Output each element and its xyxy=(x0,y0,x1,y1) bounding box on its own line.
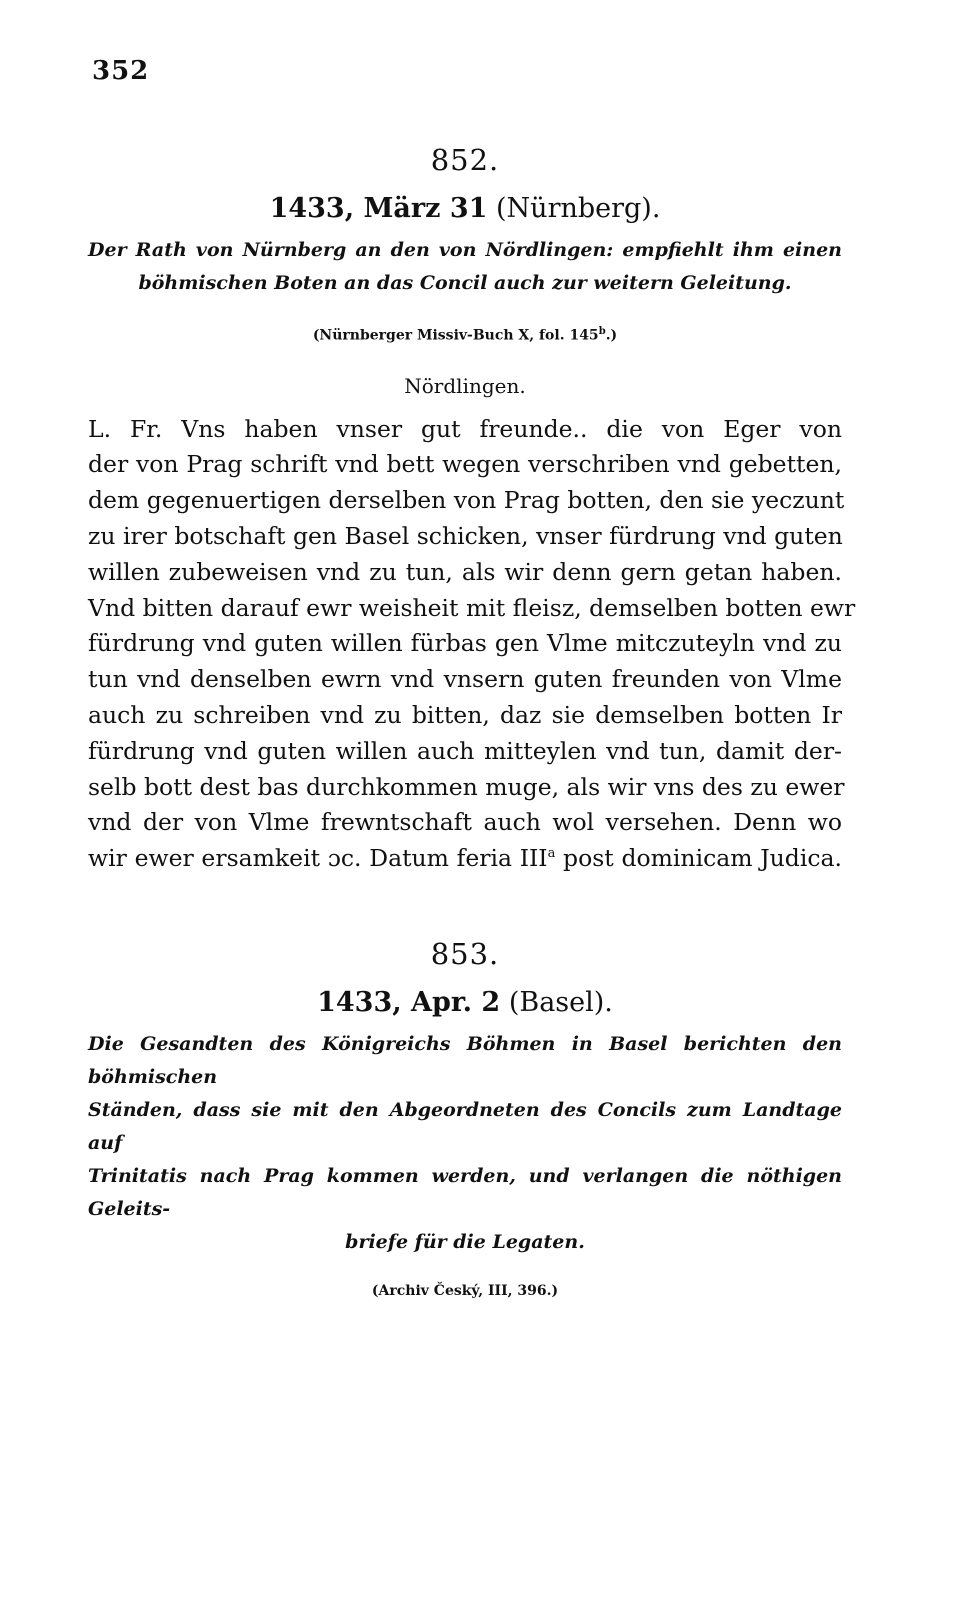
entry-number: 852. xyxy=(430,143,500,177)
source-superscript: b xyxy=(598,326,606,337)
entry-summary xyxy=(88,234,842,300)
entry-place: (Basel). xyxy=(508,987,613,1018)
source-text: (Archiv Český, III, 396.) xyxy=(371,1283,559,1299)
summary-line: Trinitatis nach Prag kommen werden, und verlangen die nöthigen Geleits- xyxy=(88,1165,842,1220)
body-line: fürdrung vnd guten willen auch mitteylen vnd tun, damit der- xyxy=(88,736,842,765)
entry-summary xyxy=(88,1028,842,1259)
body-last-text-end: post dominicam Judica. xyxy=(555,844,843,873)
body-superscript: a xyxy=(547,846,556,862)
body-line: auch zu schreiben vnd zu bitten, daz sie demselben botten Ir xyxy=(88,701,842,730)
entry-852 xyxy=(88,142,856,877)
entry-date xyxy=(88,190,842,228)
summary-line: Ständen, dass sie mit den Abgeordneten des Concils zum Landtage auf xyxy=(88,1099,842,1154)
body-line: dem gegenuertigen derselben von Prag botten, den sie yeczunt xyxy=(88,486,845,515)
letter-body xyxy=(88,412,856,877)
source-end: .) xyxy=(605,327,618,344)
body-line: willen zubeweisen vnd zu tun, als wir denn gern getan haben. xyxy=(88,557,842,586)
body-line: tun vnd denselben ewrn vnd vnsern guten freunden von Vlme xyxy=(88,665,842,694)
body-line: der von Prag schrift vnd bett wegen verschriben vnd gebetten, xyxy=(88,450,842,479)
source-citation xyxy=(88,322,842,346)
body-line: L. Fr. Vns haben vnser gut freunde.. die von Eger von xyxy=(88,414,842,443)
entry-date-value: 1433, Apr. 2 xyxy=(317,987,501,1018)
source-text: (Nürnberger Missiv-Buch X, fol. 145 xyxy=(312,327,599,344)
entry-place: (Nürnberg). xyxy=(496,193,661,224)
entry-date-value: 1433, März 31 xyxy=(269,193,488,224)
summary-line: Die Gesandten des Königreichs Böhmen in Basel berichten den böhmischen xyxy=(88,1033,842,1088)
addressee: Nördlingen. xyxy=(404,373,526,398)
body-line: vnd der von Vlme frewntschaft auch wol versehen. Denn wo xyxy=(88,808,842,837)
body-line: selb bott dest bas durchkommen muge, als wir vns des zu ewer xyxy=(88,772,845,801)
source-citation xyxy=(88,1281,842,1301)
summary-line: Der Rath von Nürnberg an den von Nördlingen: empfiehlt ihm einen xyxy=(88,239,842,261)
entry-number: 853. xyxy=(430,937,500,971)
summary-line: böhmischen Boten an das Concil auch zur weitern Geleitung. xyxy=(138,272,792,294)
summary-line: briefe für die Legaten. xyxy=(345,1231,585,1253)
body-line-last xyxy=(88,841,842,877)
body-line: Vnd bitten darauf ewr weisheit mit fleisz, demselben botten ewr xyxy=(88,593,856,622)
body-line: fürdrung vnd guten willen fürbas gen Vlme mitczuteyln vnd zu xyxy=(88,629,842,658)
body-last-text: wir ewer ersamkeit ɔc. Datum feria III xyxy=(88,844,548,873)
page-number: 352 xyxy=(92,56,150,86)
body-line: zu irer botschaft gen Basel schicken, vnser fürdrung vnd guten xyxy=(88,522,843,551)
entry-date xyxy=(88,984,842,1022)
entry-853 xyxy=(88,936,842,1301)
